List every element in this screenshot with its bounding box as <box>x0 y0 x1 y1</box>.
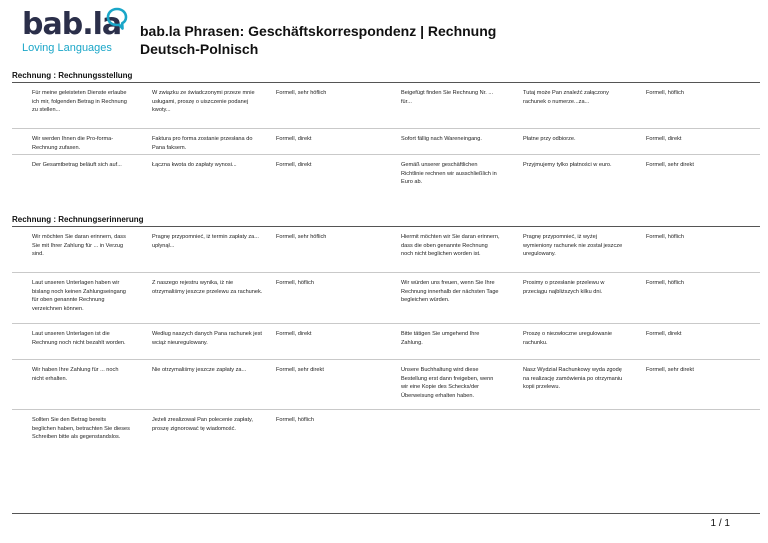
phrase-german: Hiermit möchten wir Sie daran erinnern, dass die oben genannte Rechnung noch nicht beglichen worden ist. <box>401 234 500 258</box>
phrase-register: Formell, direkt <box>276 331 312 337</box>
phrase-register: Formell, sehr direkt <box>276 367 324 373</box>
page-title <box>140 22 496 58</box>
phrase-polish: Proszę o niezwłoczne uregulowanie rachunku. <box>523 331 612 346</box>
phrase-register: Formell, sehr direkt <box>646 367 694 373</box>
phrase-register: Formell, höflich <box>276 280 314 286</box>
phrase-german: Wir möchten Sie daran erinnern, dass Sie mit Ihrer Zahlung für ... in Verzug sind. <box>32 234 126 258</box>
footer-divider <box>12 513 760 514</box>
phrase-polish: Z naszego rejestru wynika, iż nie otrzymaliśmy jeszcze przelewu za rachunek. <box>152 280 263 295</box>
phrase-register: Formell, höflich <box>276 417 314 423</box>
section-title-rechnungsstellung: Rechnung : Rechnungsstellung <box>12 71 133 80</box>
section-title-rechnungserinnerung: Rechnung : Rechnungserinnerung <box>12 215 144 224</box>
phrase-register: Formell, direkt <box>276 162 312 168</box>
phrase-register: Formell, höflich <box>646 280 684 286</box>
phrase-polish: Faktura pro forma zostanie przesłana do Pana faksem. <box>152 136 253 151</box>
phrase-polish: Jeżeli zrealizował Pan polecenie zapłaty, proszę zignorować tę wiadomość. <box>152 417 253 432</box>
phrase-register: Formell, sehr höflich <box>276 234 327 240</box>
phrase-register: Formell, sehr direkt <box>646 162 694 168</box>
phrase-polish: Nie otrzymaliśmy jeszcze zapłaty za... <box>152 367 247 373</box>
phrase-german: Unsere Buchhaltung wird diese Bestellung erst dann freigeben, wenn wir eine Kopie des Schecks/der Überweisung erhalten haben. <box>401 367 494 399</box>
table-row <box>12 410 386 457</box>
phrase-polish: Tutaj może Pan znaleźć załączony rachunek o numerze...za... <box>523 90 609 105</box>
table-row <box>12 360 760 410</box>
phrase-register: Formell, direkt <box>646 136 682 142</box>
phrase-polish: Płatne przy odbiorze. <box>523 136 576 142</box>
phrase-polish: Łączna kwota do zapłaty wynosi... <box>152 162 237 168</box>
title-line-1: bab.la Phrasen: Geschäftskorrespondenz | Rechnung <box>140 23 497 39</box>
table-row <box>12 324 760 360</box>
phrase-register: Formell, direkt <box>276 136 312 142</box>
phrase-german: Laut unseren Unterlagen ist die Rechnung noch nicht bezahlt worden. <box>32 331 126 346</box>
table-row <box>12 155 760 201</box>
table-row <box>12 129 760 155</box>
logo-wordmark: bab.la <box>22 7 122 42</box>
phrase-german: Sollten Sie den Betrag bereits beglichen haben, betrachten Sie dieses Schreiben bitte als gegenstandslos. <box>32 417 130 441</box>
title-line-2: Deutsch-Polnisch <box>140 41 259 57</box>
phrase-polish: Pragnę przypomnieć, iż wyżej wymieniony rachunek nie został jeszcze uregulowany. <box>523 234 623 258</box>
babla-logo[interactable] <box>20 4 132 60</box>
speech-bubble-icon <box>106 7 128 31</box>
phrase-polish: Nasz Wydział Rachunkowy wyda zgodę na realizację zamówienia po otrzymaniu kopii przelewu. <box>523 367 623 391</box>
phrase-german: Wir haben Ihre Zahlung für ... noch nicht erhalten. <box>32 367 119 382</box>
phrase-german: Gemäß unserer geschäftlichen Richtlinie rechnen wir ausschließlich in Euro ab. <box>401 162 497 186</box>
phrase-register: Formell, höflich <box>646 234 684 240</box>
phrase-polish: Pragnę przypomnieć, iż termin zapłaty za... upłynął... <box>152 234 259 249</box>
phrase-polish: Według naszych danych Pana rachunek jest wciąż nieuregulowany. <box>152 331 262 346</box>
phrase-polish: Przyjmujemy tylko płatności w euro. <box>523 162 612 168</box>
logo-tagline: Loving Languages <box>22 42 112 54</box>
phrase-polish: W związku ze świadczonymi przeze mnie usługami, proszę o uiszczenie podanej kwoty... <box>152 90 255 114</box>
phrase-german: Wir würden uns freuen, wenn Sie Ihre Rechnung innerhalb der nächsten Tage begleichen würden. <box>401 280 499 304</box>
phrase-german: Für meine geleisteten Dienste erlaube ich mir, folgenden Betrag in Rechnung zu stellen... <box>32 90 127 114</box>
phrase-german: Sofort fällig nach Wareneingang. <box>401 136 482 142</box>
phrase-german: Laut unseren Unterlagen haben wir bislang noch keinen Zahlungseingang für oben genannte Rechnung verzeichnen können. <box>32 280 126 312</box>
phrase-german: Wir werden Ihnen die Pro-forma-Rechnung zufaxen. <box>32 136 114 151</box>
table-row <box>12 227 760 273</box>
phrase-german: Bitte tätigen Sie umgehend Ihre Zahlung. <box>401 331 480 346</box>
phrase-polish: Prosimy o przesłanie przelewu w przeciągu najbliższych kilku dni. <box>523 280 605 295</box>
phrase-german: Beigefügt finden Sie Rechnung Nr. ... für... <box>401 90 494 105</box>
phrase-register: Formell, höflich <box>646 90 684 96</box>
phrase-german: Der Gesamtbetrag beläuft sich auf... <box>32 162 122 168</box>
table-row <box>12 273 760 324</box>
phrase-register: Formell, sehr höflich <box>276 90 327 96</box>
table-row <box>12 83 760 129</box>
phrase-register: Formell, direkt <box>646 331 682 337</box>
page-header <box>20 4 750 60</box>
page-number: 1 / 1 <box>710 518 730 529</box>
